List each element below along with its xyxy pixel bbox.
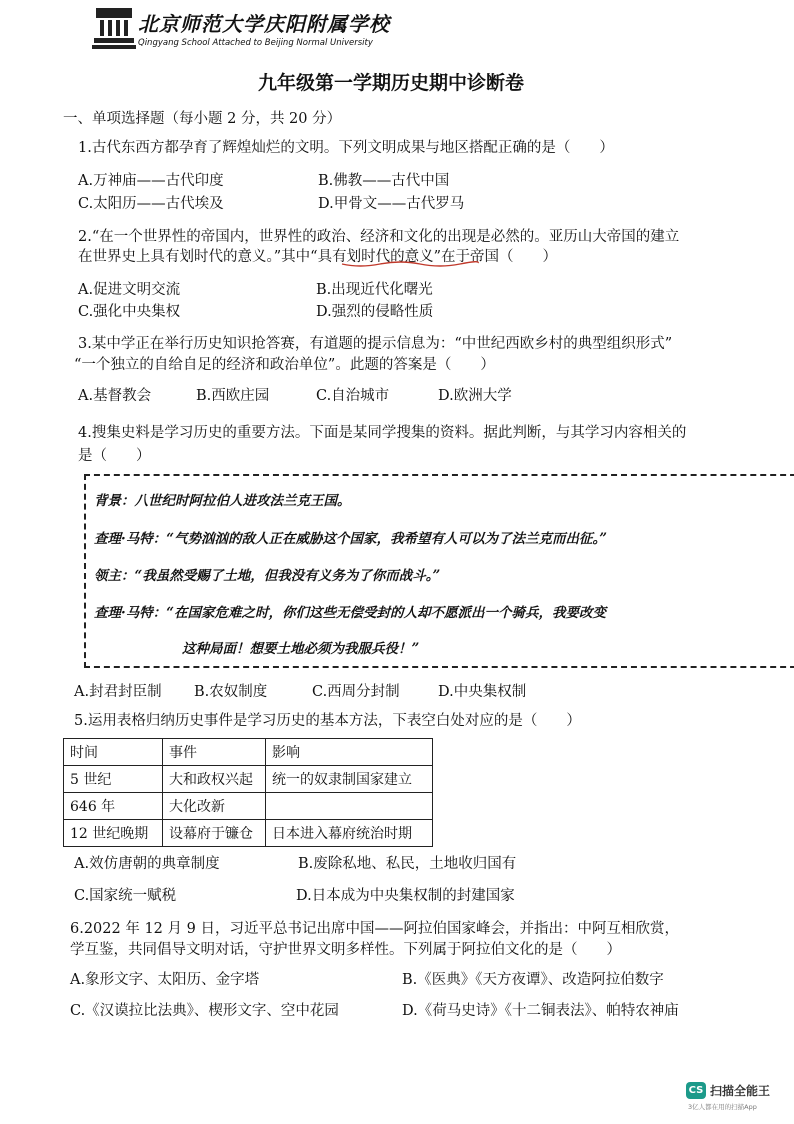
source-line-background: 背景：八世纪时阿拉伯人进攻法兰克王国。: [94, 493, 351, 509]
q1-option-c: C.太阳历——古代埃及: [78, 196, 224, 212]
q5-option-a: A.效仿唐朝的典章制度: [74, 856, 220, 872]
table-header-cell: 事件: [163, 739, 266, 766]
source-line-charles-martel-1: 查理·马特：“气势汹汹的敌人正在威胁这个国家，我希望有人可以为了法兰克而出征。”: [94, 531, 607, 547]
q2-option-d: D.强烈的侵略性质: [316, 304, 434, 320]
table-cell: 统一的奴隶制国家建立: [266, 766, 433, 793]
camscanner-logo-icon: CS: [686, 1082, 706, 1099]
table-cell: 日本进入幕府统治时期: [266, 820, 433, 847]
school-logo: [92, 6, 136, 50]
q6-option-b: B.《医典》《天方夜谭》、改造阿拉伯数字: [402, 972, 664, 988]
handwritten-underline: [340, 259, 480, 269]
scanner-name: 扫描全能王: [710, 1084, 771, 1098]
q5-stem: 5.运用表格归纳历史事件是学习历史的基本方法，下表空白处对应的是（ ）: [74, 713, 581, 729]
q5-option-b: B.废除私地、私民，土地收归国有: [298, 856, 517, 872]
q4-stem-line1: 4.搜集史料是学习历史的重要方法。下面是某同学搜集的资料。据此判断，与其学习内容相关的: [78, 425, 687, 441]
q6-option-a: A.象形文字、太阳历、金字塔: [70, 972, 260, 988]
q4-option-d: D.中央集权制: [438, 684, 527, 700]
table-row: [64, 766, 433, 793]
q1-stem: 1.古代东西方都孕育了辉煌灿烂的文明。下列文明成果与地区搭配正确的是（ ）: [78, 140, 614, 156]
q3-option-d: D.欧洲大学: [438, 388, 512, 404]
table-header-row: [64, 739, 433, 766]
table-row: [64, 820, 433, 847]
q4-option-a: A.封君封臣制: [74, 684, 162, 700]
table-cell: 5 世纪: [64, 766, 163, 793]
exam-title: 九年级第一学期历史期中诊断卷: [258, 72, 525, 94]
q4-option-b: B.农奴制度: [194, 684, 268, 700]
table-header-cell: 影响: [266, 739, 433, 766]
q2-option-b: B.出现近代化曙光: [316, 282, 433, 298]
school-emblem-icon: [92, 6, 136, 50]
scanner-tagline: 3亿人都在用的扫描App: [688, 1103, 757, 1111]
q4-stem-line2: 是（ ）: [78, 448, 151, 464]
q2-option-a: A.促进文明交流: [78, 282, 181, 298]
q2-option-c: C.强化中央集权: [78, 304, 181, 320]
q2-stem-line2: 在世界史上具有划时代的意义。”其中“具有划时代的意义”在于帝国（ ）: [78, 249, 557, 265]
q3-option-b: B.西欧庄园: [196, 388, 270, 404]
q3-option-c: C.自治城市: [316, 388, 390, 404]
source-line-lord: 领主：“我虽然受赐了土地，但我没有义务为了你而战斗。”: [94, 568, 441, 584]
q2-stem-line1: 2.“在一个世界性的帝国内，世界性的政治、经济和文化的出现是必然的。亚历山大帝国的建立: [78, 229, 680, 245]
table-cell: 大和政权兴起: [163, 766, 266, 793]
q6-option-d: D.《荷马史诗》《十二铜表法》、帕特农神庙: [402, 1003, 679, 1019]
source-line-charles-martel-2: 查理·马特：“在国家危难之时，你们这些无偿受封的人却不愿派出一个骑兵，我要改变: [94, 605, 606, 621]
school-name-en: Qingyang School Attached to Beijing Normal University: [138, 38, 373, 48]
source-line-charles-martel-3: 这种局面！想要土地必须为我服兵役！”: [182, 641, 420, 657]
table-cell: 646 年: [64, 793, 163, 820]
q1-option-a: A.万神庙——古代印度: [78, 173, 224, 189]
q4-option-c: C.西周分封制: [312, 684, 400, 700]
school-name-cn: 北京师范大学庆阳附属学校: [138, 12, 390, 36]
q5-option-c: C.国家统一赋税: [74, 888, 177, 904]
q6-option-c: C.《汉谟拉比法典》、楔形文字、空中花园: [70, 1003, 339, 1019]
q5-option-d: D.日本成为中央集权制的封建国家: [296, 888, 515, 904]
table-cell: 设幕府于镰仓: [163, 820, 266, 847]
table-cell-blank: [266, 793, 433, 820]
table-cell: 大化改新: [163, 793, 266, 820]
q1-option-d: D.甲骨文——古代罗马: [318, 196, 465, 212]
q3-stem-line1: 3.某中学正在举行历史知识抢答赛，有道题的提示信息为：“中世纪西欧乡村的典型组织形式”: [78, 336, 673, 352]
history-table: [63, 738, 433, 847]
q6-stem-line1: 6.2022 年 12 月 9 日，习近平总书记出席中国——阿拉伯国家峰会，并指出：中阿互相欣赏，: [70, 921, 679, 937]
q6-stem-line2: 学互鉴，共同倡导文明对话，守护世界文明多样性。下列属于阿拉伯文化的是（ ）: [70, 942, 621, 958]
q1-option-b: B.佛教——古代中国: [318, 173, 450, 189]
q3-stem-line2: “一个独立的自给自足的经济和政治单位”。此题的答案是（ ）: [74, 357, 495, 373]
section-heading: 一、单项选择题（每小题 2 分，共 20 分）: [63, 111, 342, 127]
table-header-cell: 时间: [64, 739, 163, 766]
table-cell: 12 世纪晚期: [64, 820, 163, 847]
table-row: [64, 793, 433, 820]
q3-option-a: A.基督教会: [78, 388, 152, 404]
